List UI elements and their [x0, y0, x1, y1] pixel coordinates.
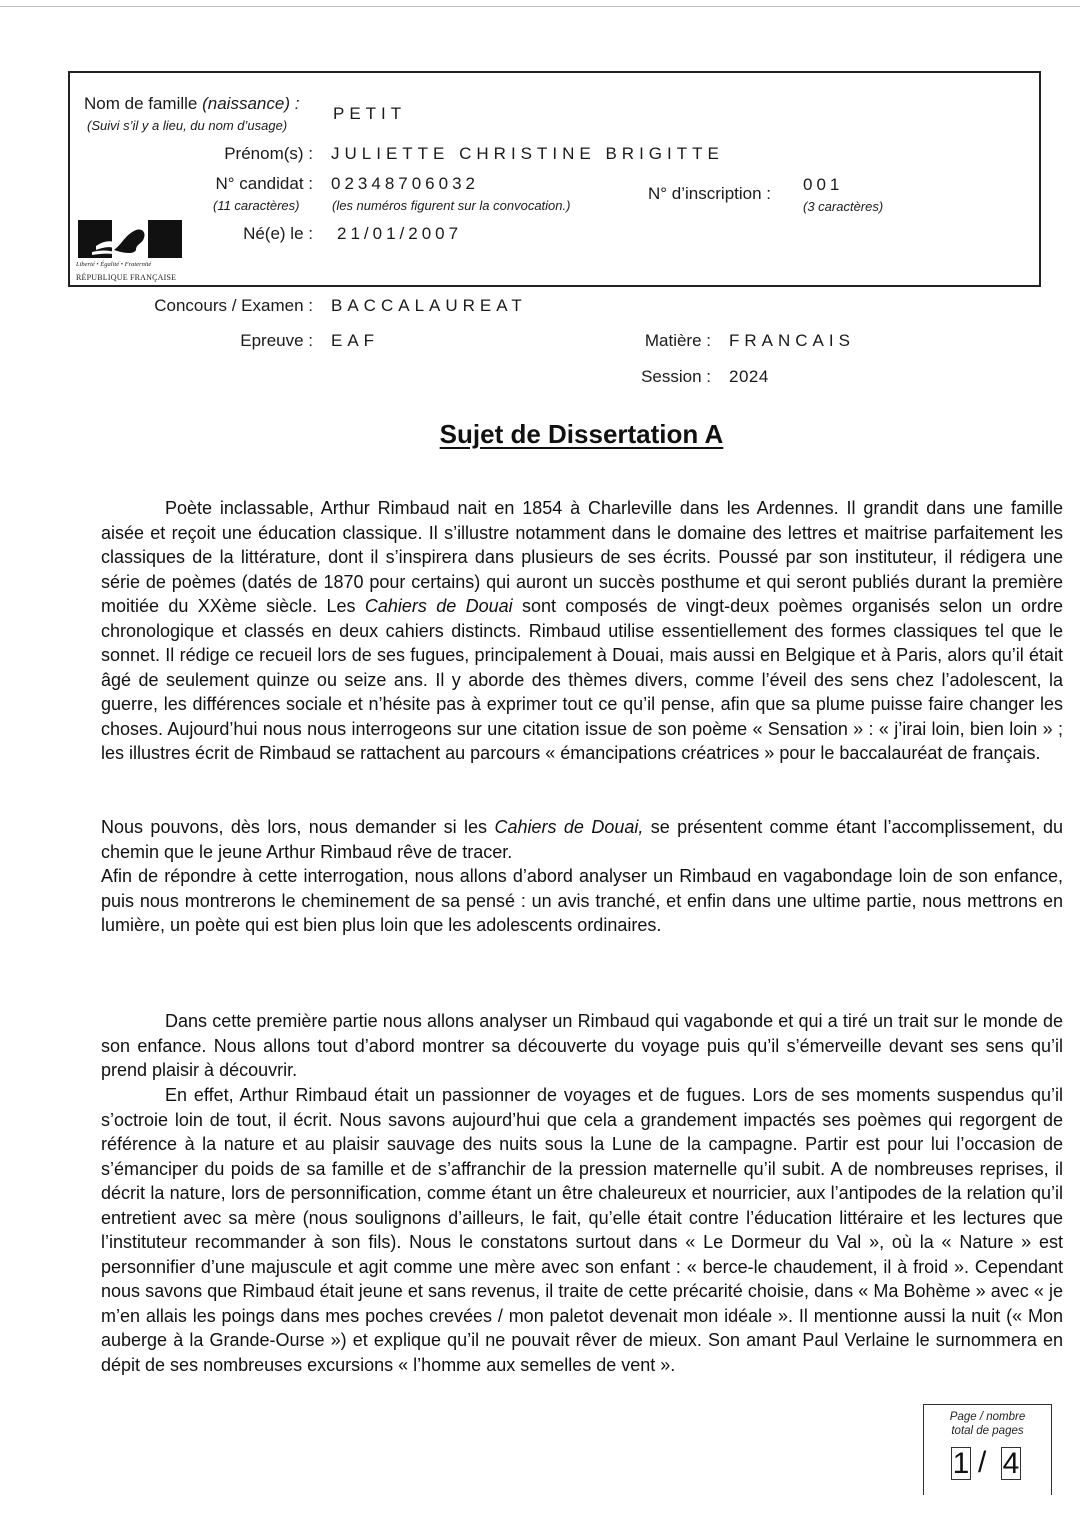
- nom-value: PETIT: [333, 104, 407, 123]
- nom-label: Nom de famille (naissance) :: [84, 94, 300, 113]
- page-counter-label: Page / nombre total de pages: [949, 1411, 1026, 1437]
- page-counter: [923, 1404, 1052, 1495]
- session-value: 2024: [729, 367, 769, 386]
- nom-note: (Suivi s’il y a lieu, du nom d’usage): [87, 118, 288, 133]
- matiere-value: FRANCAIS: [729, 331, 855, 350]
- paragraph-introduction: Poète inclassable, Arthur Rimbaud nait en 1854 à Charleville dans les Ardennes. Il grandit dans une famille aisée et reçoit une éducation classique. Il s’illustre notamment dans le domaine des lettres et maitrise parfaitement les classiques de la littérature, dont il s’inspirera dans plusieurs de ses écrits. Poussé par son instituteur, il rédigera une série de poèmes (datés de 1870 pour certains) qui auront un succès posthume et qui seront publiés durant la première moitiée du XXème siècle. Les Cahiers de Douai sont composés de vingt-deux poèmes organisés selon un ordre chronologique et classés en deux cahiers distincts. Rimbaud utilise essentiellement des formes classiques tel que le sonnet. Il rédige ce recueil lors de ses fugues, principalement à Douai, mais aussi en Belgique et à Paris, alors qu’il était âgé de seulement quinze ou seize ans. Il y aborde des thèmes divers, comme l’éveil des sens chez l’adolescent, la guerre, les différences sociale et n’hésite pas à exprimer tout ce qu’il pense, afin que sa plume puisse faire changer les choses. Aujourd’hui nous nous interrogeons sur une citation issue de son poème « Sensation » : « j’irai loin, bien loin » ; les illustres écrit de Rimbaud se rattachent au parcours « émancipations créatrices » pour le baccalauréat de français.: [101, 498, 1063, 763]
- naissance-label: Né(e) le :: [243, 224, 313, 243]
- concours-label: Concours / Examen :: [154, 296, 313, 315]
- paragraph-problematique: Nous pouvons, dès lors, nous demander si les Cahiers de Douai, se présentent comme étant l’accomplissement, du chemin que le jeune Arthur Rimbaud rêve de tracer.: [101, 817, 1063, 862]
- inscription-label: N° d’inscription :: [648, 184, 772, 203]
- page-total: 4: [1002, 1447, 1020, 1480]
- top-rule: [0, 6, 1080, 7]
- page-current: 1: [952, 1447, 970, 1480]
- session-label: Session :: [641, 367, 711, 386]
- candidat-note: (11 caractères): [213, 198, 300, 213]
- epreuve-value: EAF: [331, 331, 380, 350]
- candidat-value-note: (les numéros figurent sur la convocation.): [332, 198, 571, 213]
- logo-republique: RÉPUBLIQUE FRANÇAISE: [76, 273, 177, 282]
- paragraph-developpement: En effet, Arthur Rimbaud était un passionner de voyages et de fugues. Lors de ses moments suspendus qu’il s’octroie loin de tout, il écrit. Nous savons aujourd’hui que cela a grandement impactés ses poèmes qui regorgent de référence à la nature et au plaisir sauvage des nuits sous la Lune de la campagne. Partir est pour lui l’occasion de s’émanciper du poids de sa famille et de s’affranchir de la pression maternelle qu’il subit. A de nombreuses reprises, il décrit la nature, lors de personnification, comme étant un être chaleureux et nourricier, aux l’antipodes de la relation qu’il entretient avec sa mère (nous soulignons d’ailleurs, le fait, qu’elle était contre l’éducation littéraire et les lectures que l’instituteur recommander à son fils). Nous le constatons surtout dans « Le Dormeur du Val », où la « Nature » est personnifier d’une majuscule et agit comme une mère avec son enfant : « berce-le chaudement, il à froid ». Cependant nous savons que Rimbaud était jeune et sans revenus, il traite de cette précarité choisie, dans « Ma Bohème » avec « je m’en allais les poings dans mes poches crevées / mon paletot devenait mon idéale ». Il mentionne aussi la nuit (« Mon auberge à la Grande-Ourse ») et explique qu’il ne pouvait rêver de mieux. Son amant Paul Verlaine le surnommera en dépit de ses nombreuses excursions « l’homme aux semelles de vent ».: [101, 1085, 1063, 1375]
- marianne-logo: [76, 220, 186, 285]
- paragraph-partie-1: Dans cette première partie nous allons analyser un Rimbaud qui vagabonde et qui a tiré un trait sur le monde de son enfance. Nous allons tout d’abord montrer sa découverte du voyage puis qu’il s’émerveille devant ses sens qu’il prend plaisir à découvrir.: [101, 1011, 1063, 1080]
- prenom-value: JULIETTE CHRISTINE BRIGITTE: [331, 144, 724, 163]
- prenom-label: Prénom(s) :: [224, 144, 313, 163]
- candidat-value: 02348706032: [331, 174, 480, 193]
- page-title: Sujet de Dissertation A: [439, 419, 724, 449]
- epreuve-label: Epreuve :: [240, 331, 313, 350]
- concours-value: BACCALAUREAT: [331, 296, 527, 315]
- inscription-note: (3 caractères): [803, 199, 884, 214]
- matiere-label: Matière :: [644, 331, 711, 350]
- paragraph-annonce-plan: Afin de répondre à cette interrogation, nous allons d’abord analyser un Rimbaud en vagabondage loin de son enfance, puis nous montrerons le cheminement de sa pensé : un avis tranché, et enfin dans une ultime partie, nous mettrons en lumière, un poète qui est bien plus loin que les adolescents ordinaires.: [101, 866, 1063, 935]
- inscription-value: 001: [803, 175, 844, 194]
- page-separator: /: [978, 1446, 987, 1479]
- naissance-value: 21/01/2007: [337, 224, 463, 243]
- marianne-flag-icon: [78, 220, 182, 258]
- candidat-label: N° candidat :: [215, 174, 313, 193]
- logo-motto: Liberté • Égalité • Fraternité: [76, 261, 152, 268]
